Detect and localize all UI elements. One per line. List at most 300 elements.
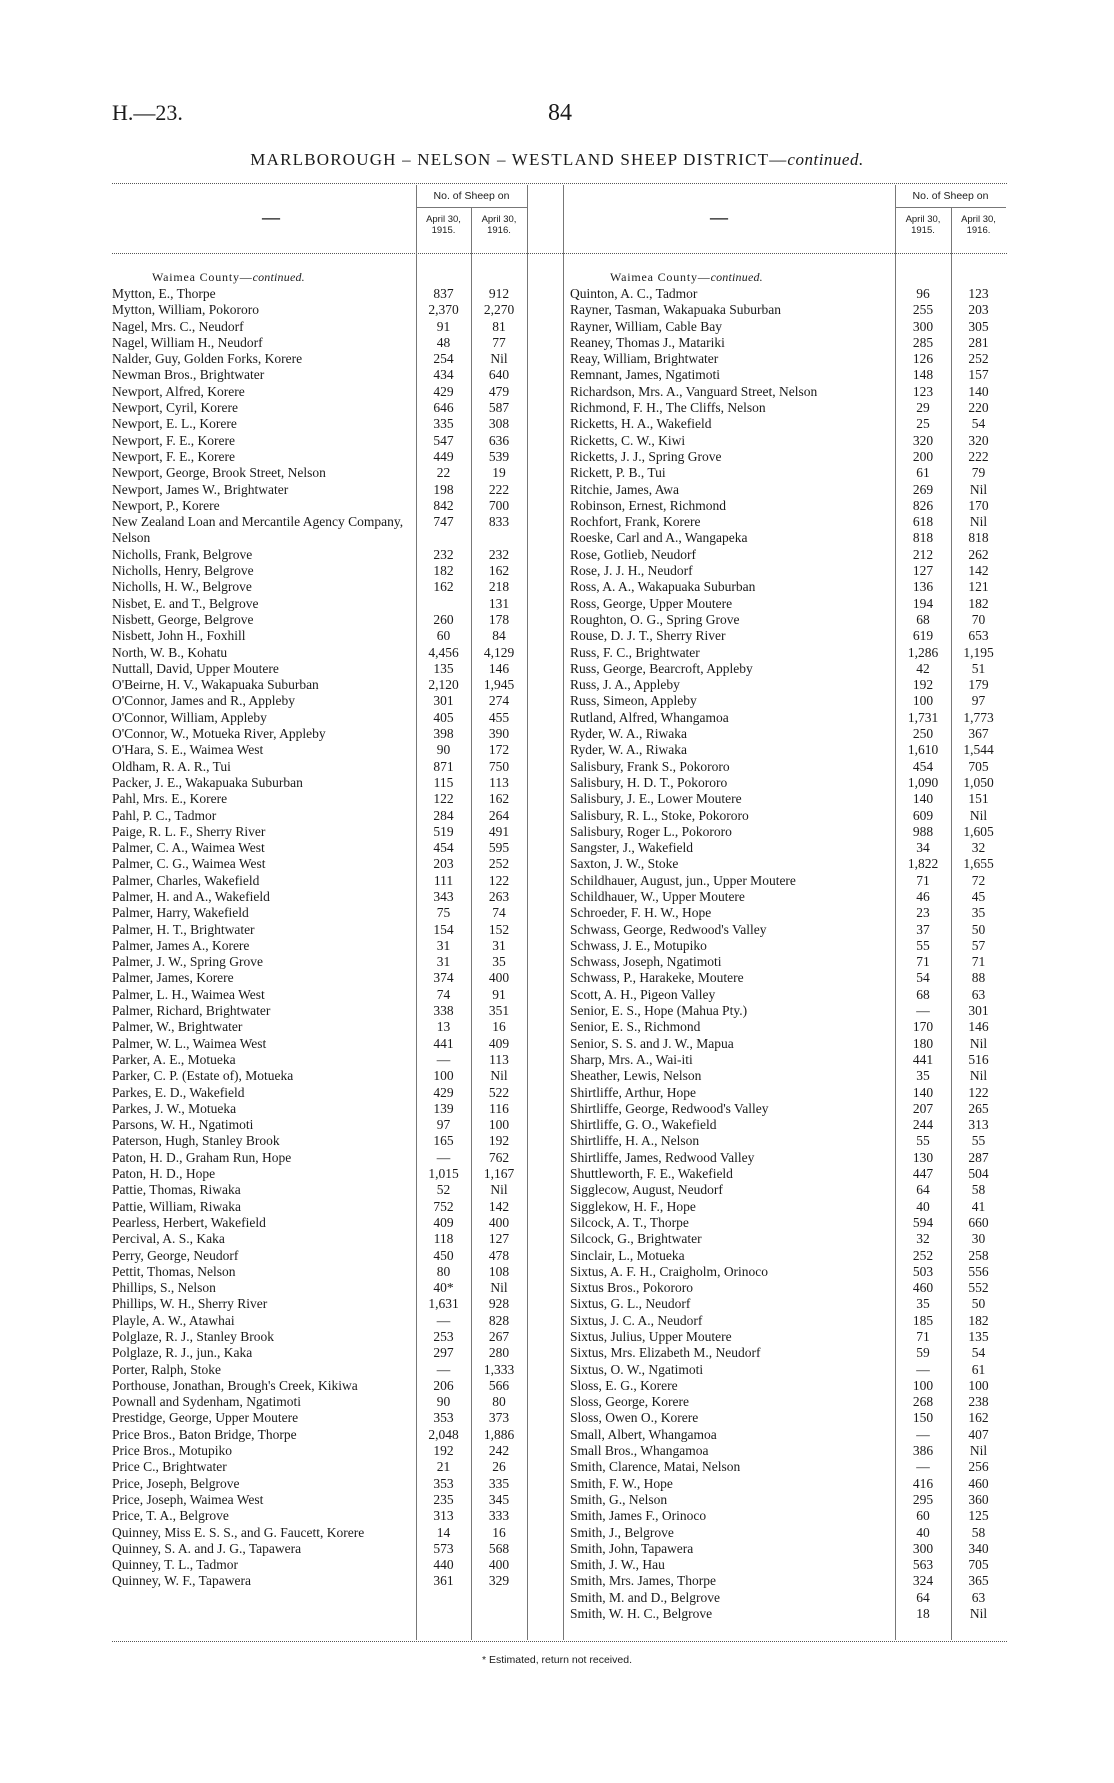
sheep-1915: 285 bbox=[912, 334, 934, 350]
sheep-1915: 313 bbox=[433, 1508, 454, 1524]
table-row bbox=[570, 530, 1006, 546]
table-row bbox=[570, 856, 1006, 872]
table-row bbox=[112, 1378, 527, 1394]
sheep-1916: 335 bbox=[488, 1475, 510, 1491]
sheep-1915: 180 bbox=[912, 1035, 934, 1051]
owner-name: Sigglekow, H. F., Hope bbox=[570, 1198, 696, 1214]
table-row bbox=[570, 759, 1006, 775]
table-row bbox=[112, 1362, 527, 1378]
left-header-1916: April 30, 1916. bbox=[481, 214, 517, 236]
table-row bbox=[112, 514, 527, 547]
sheep-1916: 58 bbox=[971, 1182, 986, 1198]
sheep-1916: 157 bbox=[968, 367, 989, 383]
sheep-1915: 250 bbox=[912, 726, 934, 742]
sheep-1916: 818 bbox=[968, 530, 989, 546]
sheep-1916: 122 bbox=[488, 872, 510, 888]
sheep-1915: 61 bbox=[916, 465, 930, 481]
sheep-1916: 566 bbox=[488, 1377, 510, 1393]
owner-name: Reay, William, Brightwater bbox=[570, 351, 719, 367]
sheep-1916: 142 bbox=[488, 1198, 510, 1214]
sheep-1916: 31 bbox=[492, 937, 506, 953]
sheep-1915: 111 bbox=[433, 872, 454, 888]
sheep-1915: 32 bbox=[916, 1231, 930, 1247]
table-row bbox=[570, 514, 1006, 530]
owner-name: Sloss, Owen O., Korere bbox=[570, 1410, 699, 1426]
sheep-1915: 90 bbox=[436, 1394, 451, 1410]
table-row bbox=[112, 1019, 527, 1035]
sheep-1915: 429 bbox=[433, 383, 454, 399]
sheep-1916: 222 bbox=[488, 481, 510, 497]
sheep-1915: 244 bbox=[912, 1117, 934, 1133]
sheep-1915: 127 bbox=[912, 563, 934, 579]
sheep-1916: 373 bbox=[488, 1410, 510, 1426]
owner-name: Salisbury, Roger L., Pokororo bbox=[570, 823, 732, 839]
sheep-1916: 262 bbox=[968, 546, 989, 562]
sheep-1915: 42 bbox=[916, 660, 930, 676]
table-row bbox=[570, 433, 1006, 449]
sheep-1916: Nil bbox=[490, 1068, 508, 1084]
sheep-1916: 1,050 bbox=[963, 774, 994, 790]
table-row bbox=[570, 873, 1006, 889]
sheep-1915: 75 bbox=[436, 905, 451, 921]
sheep-1916: 50 bbox=[971, 1296, 986, 1312]
sheep-1915: 871 bbox=[433, 758, 454, 774]
sheep-1916: Nil bbox=[490, 351, 508, 367]
sheep-1916: 32 bbox=[971, 840, 986, 856]
owner-name: Rose, Gotlieb, Neudorf bbox=[570, 546, 696, 562]
owner-name: Shuttleworth, F. E., Wakefield bbox=[570, 1166, 733, 1182]
owner-name: Schwass, J. E., Motupiko bbox=[570, 937, 707, 953]
owner-name: Parker, C. P. (Estate of), Motueka bbox=[112, 1068, 294, 1084]
sheep-1916: 170 bbox=[968, 497, 989, 513]
sheep-1915: 440 bbox=[433, 1557, 454, 1573]
owner-name: Senior, E. S., Richmond bbox=[570, 1019, 701, 1035]
sheep-1915: 140 bbox=[912, 791, 934, 807]
owner-name: Pattie, William, Riwaka bbox=[112, 1198, 241, 1214]
sheep-1915: 1,286 bbox=[907, 644, 939, 660]
sheep-1915: 123 bbox=[912, 383, 934, 399]
sheep-1916: 258 bbox=[968, 1247, 989, 1263]
owner-name: Palmer, James, Korere bbox=[112, 970, 234, 986]
owner-name: Palmer, Charles, Wakefield bbox=[112, 872, 260, 888]
table-row bbox=[112, 579, 527, 595]
sheep-1916: 172 bbox=[488, 742, 510, 758]
table-row bbox=[570, 1378, 1006, 1394]
table-row bbox=[570, 1606, 1006, 1622]
sheep-1916: 265 bbox=[968, 1100, 989, 1116]
table-row bbox=[112, 1182, 527, 1198]
sheep-1915: 447 bbox=[912, 1166, 934, 1182]
table-row bbox=[112, 1215, 527, 1231]
sheep-1915: 23 bbox=[916, 905, 930, 921]
sheep-1916: 409 bbox=[488, 1035, 510, 1051]
sheep-1916: 833 bbox=[488, 514, 510, 530]
owner-name: Ryder, W. A., Riwaka bbox=[570, 742, 688, 758]
table-row bbox=[112, 726, 527, 742]
sheep-1915: 46 bbox=[916, 888, 930, 904]
sheep-1915: 25 bbox=[916, 416, 930, 432]
sheep-1916: 587 bbox=[488, 400, 510, 416]
sheep-1916: 455 bbox=[488, 709, 510, 725]
sheep-1916: 301 bbox=[968, 1003, 989, 1019]
owner-name: Salisbury, J. E., Lower Moutere bbox=[570, 791, 742, 807]
owner-name: Ryder, W. A., Riwaka bbox=[570, 726, 688, 742]
sheep-1915: 80 bbox=[436, 1263, 451, 1279]
sheep-1915: 118 bbox=[433, 1231, 454, 1247]
owner-name: Schwass, P., Harakeke, Moutere bbox=[570, 970, 744, 986]
owner-name: Silcock, G., Brightwater bbox=[570, 1231, 702, 1247]
sheep-1916: 100 bbox=[968, 1377, 989, 1393]
sheep-1915: 646 bbox=[433, 400, 454, 416]
table-row bbox=[112, 922, 527, 938]
owner-name: Newport, P., Korere bbox=[112, 497, 220, 513]
sheep-1915: 126 bbox=[912, 351, 934, 367]
owner-name: Smith, G., Nelson bbox=[570, 1491, 668, 1507]
owner-name: Palmer, L. H., Waimea West bbox=[112, 986, 265, 1002]
sheep-1915: 353 bbox=[433, 1410, 454, 1426]
sheep-1916: 351 bbox=[488, 1003, 510, 1019]
table-row bbox=[570, 628, 1006, 644]
owner-name: Ricketts, H. A., Wakefield bbox=[570, 416, 712, 432]
owner-name: Shirtliffe, James, Redwood Valley bbox=[570, 1149, 755, 1165]
owner-name: Quinney, W. F., Tapawera bbox=[112, 1573, 251, 1589]
sheep-1916: 232 bbox=[488, 546, 510, 562]
sheep-1916: 365 bbox=[968, 1573, 989, 1589]
owner-name: Packer, J. E., Wakapuaka Suburban bbox=[112, 774, 303, 790]
owner-name: Palmer, W. L., Waimea West bbox=[112, 1035, 267, 1051]
sheep-1916: Nil bbox=[969, 514, 988, 530]
owner-name: Sloss, E. G., Korere bbox=[570, 1377, 678, 1393]
owner-name: Prestidge, George, Upper Moutere bbox=[112, 1410, 299, 1426]
sheep-1915: 386 bbox=[912, 1443, 934, 1459]
table-row bbox=[570, 1231, 1006, 1247]
sheep-1916: 127 bbox=[488, 1231, 510, 1247]
table-row bbox=[112, 1264, 527, 1280]
table-row bbox=[570, 1085, 1006, 1101]
table-row bbox=[112, 1117, 527, 1133]
table-row bbox=[112, 693, 527, 709]
table-row bbox=[112, 1525, 527, 1541]
table-row bbox=[112, 1476, 527, 1492]
sheep-1915: 194 bbox=[912, 595, 934, 611]
right-header-1915: April 30, 1915. bbox=[905, 214, 941, 236]
sheep-1915: 35 bbox=[916, 1068, 930, 1084]
owner-name: Reaney, Thomas J., Matariki bbox=[570, 334, 725, 350]
sheep-1915: 1,610 bbox=[907, 742, 939, 758]
sheep-1916: 135 bbox=[968, 1329, 989, 1344]
sheep-1915: 18 bbox=[916, 1606, 930, 1622]
owner-name: Palmer, W., Brightwater bbox=[112, 1019, 243, 1035]
sheep-1915: 619 bbox=[912, 628, 934, 644]
sheep-1916: 928 bbox=[488, 1296, 510, 1312]
owner-name: Paige, R. L. F., Sherry River bbox=[112, 823, 266, 839]
owner-name: Schwass, Joseph, Ngatimoti bbox=[570, 954, 722, 970]
right-header-group bbox=[895, 185, 1006, 236]
sheep-1916: 828 bbox=[488, 1312, 510, 1328]
sheep-1916: 122 bbox=[968, 1084, 989, 1100]
sheep-1915: 842 bbox=[433, 497, 454, 513]
sheep-1915: 31 bbox=[436, 954, 451, 970]
owner-name: Smith, M. and D., Belgrove bbox=[570, 1589, 720, 1605]
owner-name: Price, Joseph, Waimea West bbox=[112, 1491, 264, 1507]
table-row bbox=[570, 384, 1006, 400]
sheep-1916: 50 bbox=[971, 921, 986, 937]
table-row bbox=[570, 596, 1006, 612]
sheep-1915: 747 bbox=[433, 514, 454, 530]
sheep-1916: 220 bbox=[968, 400, 989, 416]
sheep-1915: 55 bbox=[916, 937, 930, 953]
sheep-1916: 152 bbox=[488, 921, 510, 937]
table-row bbox=[112, 351, 527, 367]
table-row bbox=[112, 1427, 527, 1443]
sheep-1915: 200 bbox=[912, 448, 934, 464]
table-row bbox=[112, 335, 527, 351]
table-row bbox=[570, 791, 1006, 807]
table-row bbox=[570, 1296, 1006, 1312]
owner-name: Rayner, William, Cable Bay bbox=[570, 318, 723, 334]
table-row bbox=[112, 1133, 527, 1149]
table-row bbox=[570, 905, 1006, 921]
table-row bbox=[112, 1036, 527, 1052]
sheep-1916: 218 bbox=[488, 579, 510, 595]
sheep-1915: 100 bbox=[912, 693, 934, 709]
table-row bbox=[570, 1101, 1006, 1117]
sheep-1916: 121 bbox=[968, 579, 989, 595]
sheep-1915: 60 bbox=[916, 1508, 930, 1524]
sheep-1916: Nil bbox=[490, 1182, 508, 1198]
sheep-1916: 750 bbox=[488, 758, 510, 774]
sheep-1915: 409 bbox=[433, 1214, 454, 1230]
sheep-1915: 136 bbox=[912, 579, 934, 595]
table-row bbox=[570, 579, 1006, 595]
owner-name: Porthouse, Jonathan, Brough's Creek, Kikiwa bbox=[112, 1377, 358, 1393]
sheep-1915: 91 bbox=[436, 318, 451, 334]
sheep-1916: 1,605 bbox=[963, 823, 994, 839]
table-row bbox=[112, 938, 527, 954]
sheep-1915: 1,731 bbox=[907, 709, 939, 725]
sheep-1915: 449 bbox=[433, 448, 454, 464]
table-row bbox=[112, 449, 527, 465]
right-rows bbox=[570, 286, 1006, 1622]
owner-name: Polglaze, R. J., jun., Kaka bbox=[112, 1345, 253, 1361]
table-row bbox=[570, 970, 1006, 986]
owner-name: Newport, F. E., Korere bbox=[112, 448, 236, 464]
sheep-1915: 122 bbox=[433, 791, 454, 807]
sheep-1916: 522 bbox=[488, 1084, 510, 1100]
sheep-1915: 64 bbox=[916, 1589, 930, 1605]
table-row bbox=[570, 938, 1006, 954]
sheep-1915: 454 bbox=[433, 840, 454, 856]
owner-name: Smith, Mrs. James, Thorpe bbox=[570, 1573, 716, 1589]
table-row bbox=[570, 840, 1006, 856]
sheep-1915: 34 bbox=[916, 840, 930, 856]
table-row bbox=[112, 1231, 527, 1247]
bottom-rule bbox=[112, 1641, 1007, 1642]
sheep-1916: 242 bbox=[488, 1443, 510, 1459]
owner-name: Shirtliffe, Arthur, Hope bbox=[570, 1084, 696, 1100]
owner-name: Silcock, A. T., Thorpe bbox=[570, 1214, 689, 1230]
sheep-1915: 154 bbox=[433, 921, 454, 937]
sheep-1915: 752 bbox=[433, 1198, 454, 1214]
sheep-1916: 77 bbox=[492, 334, 506, 350]
owner-name: Phillips, W. H., Sherry River bbox=[112, 1296, 268, 1312]
table-row bbox=[112, 384, 527, 400]
owner-name: Richardson, Mrs. A., Vanguard Street, Nelson bbox=[570, 383, 818, 399]
table-row bbox=[112, 1150, 527, 1166]
sheep-1916: 179 bbox=[968, 677, 989, 693]
table-row bbox=[570, 1345, 1006, 1361]
sheep-1916: 460 bbox=[968, 1475, 989, 1491]
sheep-1916: 478 bbox=[488, 1247, 510, 1263]
owner-name: Pettit, Thomas, Nelson bbox=[112, 1263, 236, 1279]
sheep-1916: 1,333 bbox=[483, 1361, 515, 1377]
owner-name: Small Bros., Whangamoa bbox=[570, 1443, 709, 1459]
sheep-1916: 100 bbox=[488, 1117, 510, 1133]
owner-name: Senior, E. S., Hope (Mahua Pty.) bbox=[570, 1003, 748, 1019]
owner-name: Parkes, E. D., Wakefield bbox=[112, 1084, 245, 1100]
sheep-1915: 255 bbox=[912, 302, 934, 318]
sheep-1915: 64 bbox=[916, 1182, 930, 1198]
table-row bbox=[112, 710, 527, 726]
sheep-1915: 837 bbox=[433, 286, 454, 301]
table-row bbox=[570, 742, 1006, 758]
sheep-1916: 81 bbox=[492, 318, 506, 334]
table-row bbox=[570, 1443, 1006, 1459]
table-row bbox=[112, 1492, 527, 1508]
table-row bbox=[570, 1557, 1006, 1573]
owner-name: Nisbett, George, Belgrove bbox=[112, 611, 254, 627]
owner-name: O'Beirne, H. V., Wakapuaka Suburban bbox=[112, 677, 319, 693]
owner-name: North, W. B., Kohatu bbox=[112, 644, 228, 660]
owner-name: Nisbett, John H., Foxhill bbox=[112, 628, 246, 644]
owner-name: Richmond, F. H., The Cliffs, Nelson bbox=[570, 400, 766, 416]
owner-name: Nicholls, H. W., Belgrove bbox=[112, 579, 252, 595]
sheep-1916: 308 bbox=[488, 416, 510, 432]
sheep-1916: 1,195 bbox=[963, 644, 994, 660]
table-row bbox=[570, 1150, 1006, 1166]
owner-name: Ross, A. A., Wakapuaka Suburban bbox=[570, 579, 756, 595]
sheep-1915: 100 bbox=[433, 1068, 454, 1084]
sheep-1916: 146 bbox=[488, 660, 510, 676]
sheep-1916: 1,655 bbox=[963, 856, 994, 872]
table-row bbox=[570, 335, 1006, 351]
sheep-1916: 568 bbox=[488, 1540, 510, 1556]
sheep-1916: 1,167 bbox=[483, 1166, 515, 1182]
right-header-dash: — bbox=[710, 207, 728, 227]
table-row bbox=[112, 367, 527, 383]
owner-name: Nicholls, Henry, Belgrove bbox=[112, 563, 254, 579]
sheep-1916: 16 bbox=[492, 1019, 506, 1035]
sheep-1916: 123 bbox=[968, 286, 989, 301]
owner-name: Scott, A. H., Pigeon Valley bbox=[570, 986, 716, 1002]
table-row bbox=[570, 1313, 1006, 1329]
sheep-1916: 35 bbox=[492, 954, 506, 970]
table-row bbox=[570, 1019, 1006, 1035]
sheep-1916: 91 bbox=[492, 986, 506, 1002]
sheep-1916: 2,270 bbox=[483, 302, 515, 318]
sheep-1915: 31 bbox=[436, 937, 451, 953]
table-row bbox=[570, 824, 1006, 840]
table-row bbox=[570, 954, 1006, 970]
sheep-1916: 329 bbox=[488, 1573, 510, 1589]
owner-name: Price C., Brightwater bbox=[112, 1459, 227, 1475]
page-title bbox=[0, 150, 1114, 170]
sheep-1915: — bbox=[436, 1312, 451, 1328]
owner-name: Rochfort, Frank, Korere bbox=[570, 514, 701, 530]
sheep-1916: 203 bbox=[968, 302, 989, 318]
sheep-1916: 252 bbox=[488, 856, 510, 872]
table-row bbox=[112, 628, 527, 644]
table-row bbox=[570, 1508, 1006, 1524]
owner-name: Paton, H. D., Hope bbox=[112, 1166, 216, 1182]
sheep-1915: 232 bbox=[433, 546, 454, 562]
sheep-1916: Nil bbox=[969, 1068, 988, 1084]
sheep-1915: 454 bbox=[912, 758, 934, 774]
sheep-1916: 504 bbox=[968, 1166, 989, 1182]
owner-name: Salisbury, R. L., Stoke, Pokororo bbox=[570, 807, 749, 823]
owner-name: Shirtliffe, G. O., Wakefield bbox=[570, 1117, 717, 1133]
owner-name: Quinney, S. A. and J. G., Tapawera bbox=[112, 1540, 302, 1556]
owner-name: Mytton, William, Pokororo bbox=[112, 302, 259, 318]
owner-name: Paton, H. D., Graham Run, Hope bbox=[112, 1149, 292, 1165]
right-column bbox=[570, 185, 1006, 1622]
sheep-1916: 1,886 bbox=[483, 1426, 515, 1442]
table-row bbox=[570, 1264, 1006, 1280]
sheep-1916: 367 bbox=[968, 726, 989, 742]
sheep-1915: 97 bbox=[436, 1117, 451, 1133]
sheep-1915: 441 bbox=[912, 1051, 934, 1067]
sheep-1915: 324 bbox=[912, 1573, 934, 1589]
table-row bbox=[570, 1362, 1006, 1378]
owner-name: Parkes, J. W., Motueka bbox=[112, 1100, 237, 1116]
sheep-1916: 264 bbox=[488, 807, 510, 823]
sheep-1915: 40 bbox=[916, 1198, 930, 1214]
table-row bbox=[112, 319, 527, 335]
sheep-1915: 618 bbox=[912, 514, 934, 530]
sheep-1915: 1,631 bbox=[428, 1296, 459, 1312]
table-row bbox=[112, 286, 527, 302]
sheep-1915: 252 bbox=[912, 1247, 934, 1263]
table-row bbox=[112, 791, 527, 807]
table-row bbox=[112, 416, 527, 432]
left-header-dash: — bbox=[262, 207, 280, 227]
sheep-1916: 274 bbox=[488, 693, 510, 709]
sheep-1916: 54 bbox=[971, 1345, 986, 1361]
table-row bbox=[112, 1345, 527, 1361]
sheep-1915: 268 bbox=[912, 1394, 934, 1410]
table-row bbox=[570, 645, 1006, 661]
sheep-1915: 2,120 bbox=[428, 677, 459, 693]
table-row bbox=[570, 612, 1006, 628]
table-row bbox=[112, 1329, 527, 1345]
sheep-1915: 594 bbox=[912, 1214, 934, 1230]
sheep-1916: 640 bbox=[488, 367, 510, 383]
table-row bbox=[112, 1296, 527, 1312]
owner-name: Small, Albert, Whangamoa bbox=[570, 1426, 717, 1442]
sheep-1916: 705 bbox=[968, 758, 989, 774]
sheep-1915: 90 bbox=[436, 742, 451, 758]
owner-name: Russ, F. C., Brightwater bbox=[570, 644, 700, 660]
table-row bbox=[112, 1248, 527, 1264]
table-row bbox=[570, 563, 1006, 579]
sheep-1915: 130 bbox=[912, 1149, 934, 1165]
table-row bbox=[570, 808, 1006, 824]
owner-name: Pattie, Thomas, Riwaka bbox=[112, 1182, 241, 1198]
table-row bbox=[112, 742, 527, 758]
table-row bbox=[570, 1394, 1006, 1410]
table-row bbox=[570, 922, 1006, 938]
sheep-1916: 556 bbox=[968, 1263, 989, 1279]
